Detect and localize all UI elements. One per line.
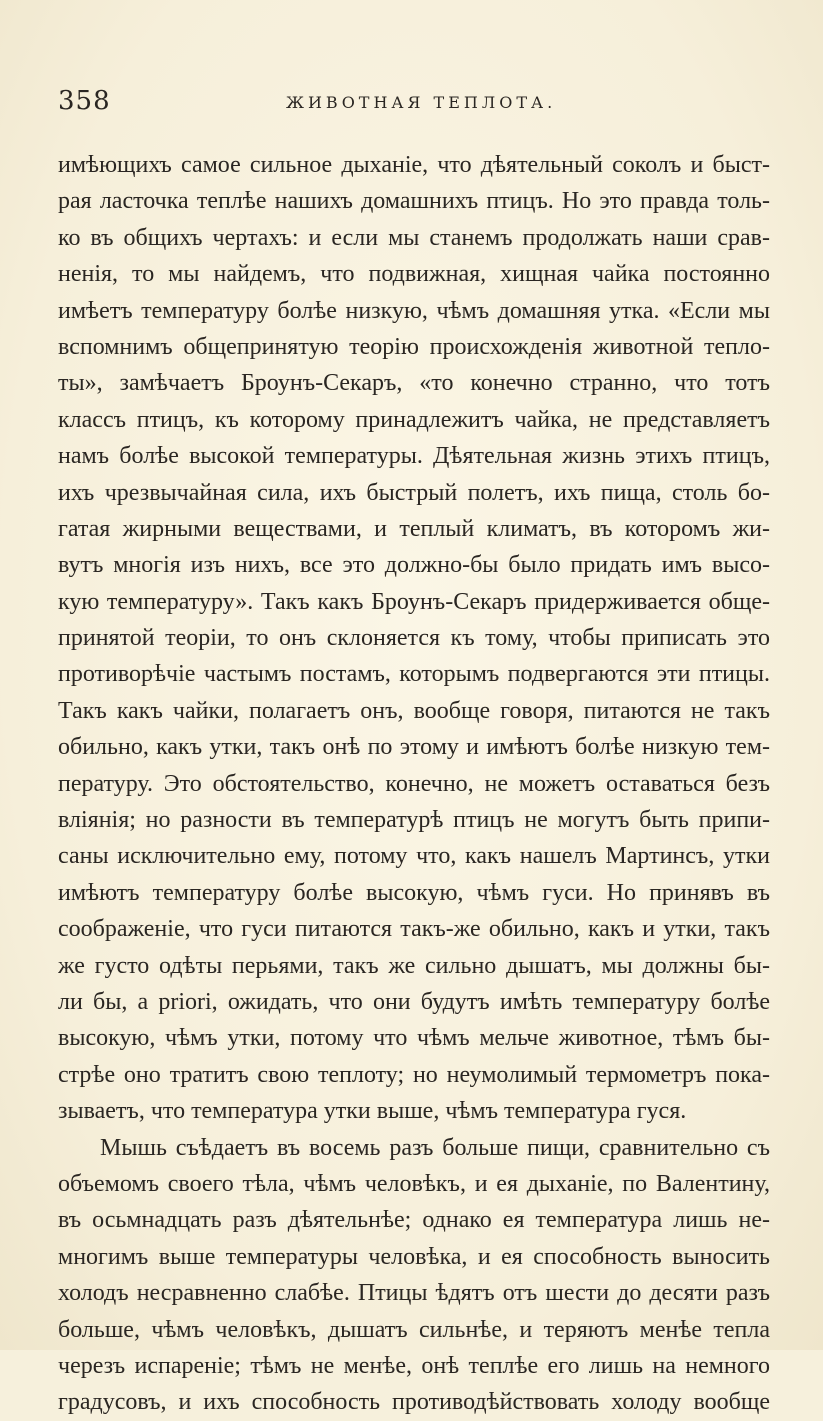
text-line: вутъ многія изъ нихъ, все это должно-бы было придать имъ высо-	[58, 552, 770, 579]
text-line: гатая жирными веществами, и теплый климатъ, въ которомъ жи-	[58, 515, 770, 542]
running-head	[58, 86, 770, 118]
text-line: въ осьмнадцать разъ дѣятельнѣе; однако ея температура лишь не-	[58, 1207, 770, 1234]
text-line: кую температуру». Такъ какъ Броунъ-Секаръ придерживается обще-	[58, 588, 770, 615]
text-line: принятой теоріи, то онъ склоняется къ тому, чтобы приписать это	[58, 625, 770, 652]
text-line: ненія, то мы найдемъ, что подвижная, хищная чайка постоянно	[58, 261, 770, 288]
text-line: ко въ общихъ чертахъ: и если мы станемъ продолжать наши срав-	[58, 224, 770, 251]
text-line: классъ птицъ, къ которому принадлежитъ чайка, не представляетъ	[58, 406, 770, 433]
text-line: противорѣчіе частымъ постамъ, которымъ подвергаются эти птицы.	[58, 661, 770, 688]
text-line: ихъ чрезвычайная сила, ихъ быстрый полетъ, ихъ пища, столь бо-	[58, 479, 770, 506]
text-line: градусовъ, и ихъ способность противодѣйствовать холоду вообще	[58, 1389, 770, 1416]
text-line: зываетъ, что температура утки выше, чѣмъ температура гуся.	[58, 1098, 687, 1125]
text-line: имѣетъ температуру болѣе низкую, чѣмъ домашняя утка. «Если мы	[58, 297, 770, 324]
body-text	[58, 147, 770, 1421]
text-line: обильно, какъ утки, такъ онѣ по этому и имѣютъ болѣе низкую тем-	[58, 734, 770, 761]
text-line: же густо одѣты перьями, такъ же сильно дышатъ, мы должны бы-	[58, 952, 770, 979]
text-line: имѣютъ температуру болѣе высокую, чѣмъ гуси. Но принявъ въ	[58, 879, 770, 906]
text-line: больше, чѣмъ человѣкъ, дышатъ сильнѣе, и теряютъ менѣе тепла	[58, 1316, 770, 1343]
text-line: намъ болѣе высокой температуры. Дѣятельная жизнь этихъ птицъ,	[58, 443, 770, 470]
text-line: пературу. Это обстоятельство, конечно, не можетъ оставаться безъ	[58, 770, 770, 797]
text-line: высокую, чѣмъ утки, потому что чѣмъ мельче животное, тѣмъ бы-	[58, 1025, 770, 1052]
text-line: многимъ выше температуры человѣка, и ея способность выносить	[58, 1243, 770, 1270]
text-line: Такъ какъ чайки, полагаетъ онъ, вообще говоря, питаются не такъ	[58, 697, 770, 724]
text-line: соображеніе, что гуси питаются такъ-же обильно, какъ и утки, такъ	[58, 916, 770, 943]
text-line: объемомъ своего тѣла, чѣмъ человѣкъ, и ея дыханіе, по Валентину,	[58, 1170, 770, 1197]
text-line: ли бы, a priori, ожидать, что они будутъ имѣть температуру болѣе	[58, 988, 770, 1015]
text-line: черезъ испареніе; тѣмъ не менѣе, онѣ теплѣе его лишь на немного	[58, 1352, 770, 1379]
text-line: вспомнимъ общепринятую теорію происхожденія животной тепло-	[58, 333, 770, 360]
text-line: имѣющихъ самое сильное дыханіе, что дѣятельный соколъ и быст-	[58, 152, 770, 178]
text-line: холодъ несравненно слабѣе. Птицы ѣдятъ отъ шести до десяти разъ	[58, 1280, 770, 1307]
page-number: 358	[58, 86, 111, 116]
running-title: ЖИВОТНАЯ ТЕПЛОТА.	[286, 93, 557, 112]
text-line: ты», замѣчаетъ Броунъ-Секаръ, «то конечно странно, что тотъ	[58, 370, 770, 397]
text-line: рая ласточка теплѣе нашихъ домашнихъ птицъ. Но это правда толь-	[58, 188, 770, 215]
text-line: саны исключительно ему, потому что, какъ нашелъ Мартинсъ, утки	[58, 843, 770, 870]
text-line: стрѣе оно тратитъ свою теплоту; но неумолимый термометръ пока-	[58, 1061, 770, 1088]
paragraph-start-line: Мышь съѣдаетъ въ восемь разъ больше пищи, сравнительно съ	[100, 1134, 770, 1161]
text-line: вліянія; но разности въ температурѣ птицъ не могутъ быть припи-	[58, 807, 770, 834]
